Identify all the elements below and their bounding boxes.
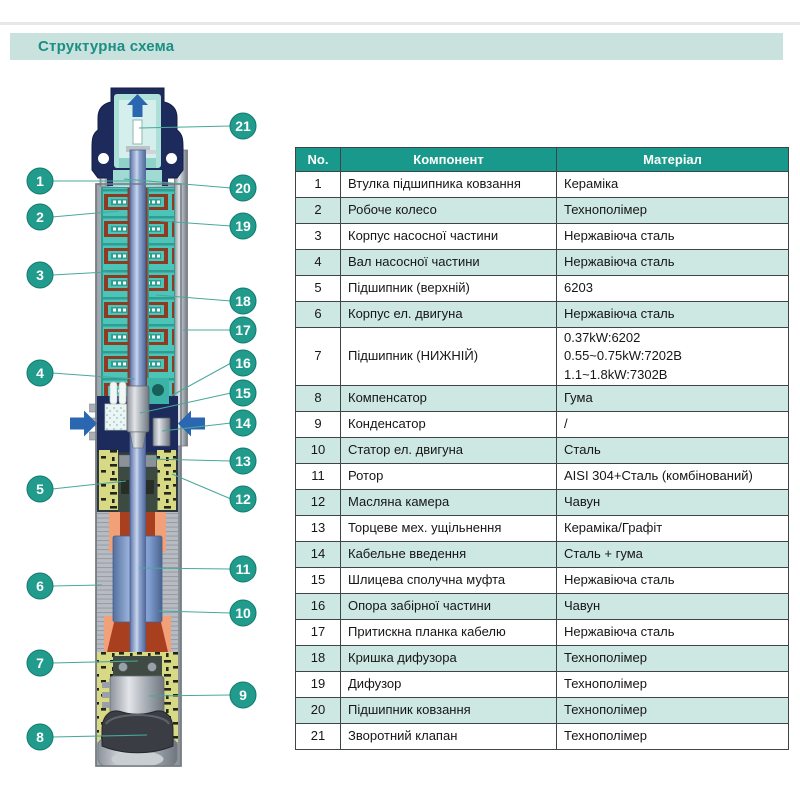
cell-no: 17 <box>296 619 341 645</box>
table-row <box>296 697 789 723</box>
svg-text:20: 20 <box>235 179 251 196</box>
cell-material: Сталь <box>557 437 789 463</box>
cell-material: Сталь + гума <box>557 541 789 567</box>
cell-no: 9 <box>296 411 341 437</box>
header-component: Компонент <box>341 148 557 172</box>
svg-text:18: 18 <box>235 292 251 309</box>
cell-no: 6 <box>296 302 341 328</box>
cell-no: 2 <box>296 198 341 224</box>
cell-component: Притискна планка кабелю <box>341 619 557 645</box>
table-row <box>296 276 789 302</box>
cell-no: 14 <box>296 541 341 567</box>
cell-material: Нержавіюча сталь <box>557 302 789 328</box>
oil-chamber-upper-left <box>99 450 118 510</box>
rope-hole-left <box>98 153 109 164</box>
callout-2 <box>27 204 53 230</box>
svg-text:12: 12 <box>235 490 251 507</box>
table-header-row <box>296 148 789 172</box>
splined-coupling <box>127 386 149 432</box>
svg-text:11: 11 <box>235 560 251 577</box>
bearing-tube-2 <box>119 382 126 404</box>
callout-21 <box>230 113 256 139</box>
cell-material: Кераміка <box>557 172 789 198</box>
svg-text:13: 13 <box>235 452 251 469</box>
cell-no: 15 <box>296 567 341 593</box>
table-row <box>296 411 789 437</box>
cell-component: Шлицева сполучна муфта <box>341 567 557 593</box>
table-row <box>296 302 789 328</box>
cell-no: 18 <box>296 645 341 671</box>
intake-filter <box>105 404 127 430</box>
svg-text:10: 10 <box>235 604 251 621</box>
cell-no: 12 <box>296 489 341 515</box>
cell-no: 1 <box>296 172 341 198</box>
cell-material: Кераміка/Графіт <box>557 515 789 541</box>
cell-component: Втулка підшипника ковзання <box>341 172 557 198</box>
cell-component: Кришка дифузора <box>341 645 557 671</box>
callout-13 <box>230 448 256 474</box>
cell-material: Технополімер <box>557 723 789 749</box>
impeller-stack-right <box>149 188 174 398</box>
cell-component: Корпус ел. двигуна <box>341 302 557 328</box>
cell-component: Масляна камера <box>341 489 557 515</box>
cell-component: Статор ел. двигуна <box>341 437 557 463</box>
table-row <box>296 671 789 697</box>
page-title-bar <box>10 33 783 60</box>
callout-15 <box>230 380 256 406</box>
seal-spring-left <box>121 480 129 494</box>
table-row <box>296 567 789 593</box>
svg-text:15: 15 <box>235 384 251 401</box>
cell-component: Конденсатор <box>341 411 557 437</box>
table-row <box>296 250 789 276</box>
header-material: Матеріал <box>557 148 789 172</box>
cell-component: Зворотний клапан <box>341 723 557 749</box>
compensator <box>102 711 173 753</box>
cell-component: Робоче колесо <box>341 198 557 224</box>
svg-text:14: 14 <box>235 414 251 431</box>
cell-no: 11 <box>296 463 341 489</box>
seal-spring-right <box>146 480 154 494</box>
components-table-wrap <box>295 147 788 750</box>
cell-component: Ротор <box>341 463 557 489</box>
components-table <box>295 147 789 750</box>
page-title: Структурна схема <box>38 38 175 55</box>
callout-10 <box>230 600 256 626</box>
cell-no: 20 <box>296 697 341 723</box>
svg-text:21: 21 <box>235 117 251 134</box>
mech-seal-left <box>119 455 131 467</box>
bottom-cap-shine <box>112 751 164 767</box>
cell-component: Кабельне введення <box>341 541 557 567</box>
table-row <box>296 489 789 515</box>
callout-4 <box>27 360 53 386</box>
callout-16 <box>230 350 256 376</box>
cell-component: Корпус насосної частини <box>341 224 557 250</box>
cell-no: 3 <box>296 224 341 250</box>
svg-text:6: 6 <box>36 577 44 594</box>
cell-material: Нержавіюча сталь <box>557 619 789 645</box>
cell-component: Торцеве мех. ущільнення <box>341 515 557 541</box>
svg-text:19: 19 <box>235 217 251 234</box>
cell-no: 8 <box>296 385 341 411</box>
cell-no: 7 <box>296 328 341 386</box>
bearing-ball-left <box>119 663 128 672</box>
table-row <box>296 593 789 619</box>
cell-material: Технополімер <box>557 697 789 723</box>
table-body <box>296 172 789 750</box>
impeller-stack-left <box>103 188 128 398</box>
cell-material: Чавун <box>557 489 789 515</box>
callout-6 <box>27 573 53 599</box>
cell-material: Технополімер <box>557 671 789 697</box>
table-row <box>296 328 789 386</box>
cell-component: Компенсатор <box>341 385 557 411</box>
cell-material: Технополімер <box>557 645 789 671</box>
callout-11 <box>230 556 256 582</box>
cell-material: / <box>557 411 789 437</box>
cell-no: 4 <box>296 250 341 276</box>
table-row <box>296 224 789 250</box>
cell-component: Підшипник ковзання <box>341 697 557 723</box>
suction-hole <box>152 384 164 396</box>
cell-no: 5 <box>296 276 341 302</box>
header-no: No. <box>296 148 341 172</box>
svg-text:8: 8 <box>36 728 44 745</box>
svg-text:3: 3 <box>36 266 44 283</box>
table-row <box>296 541 789 567</box>
callout-12 <box>230 486 256 512</box>
table-row <box>296 619 789 645</box>
callout-7 <box>27 650 53 676</box>
cell-component: Вал насосної частини <box>341 250 557 276</box>
table-row <box>296 463 789 489</box>
svg-text:16: 16 <box>235 354 251 371</box>
cable-entry <box>153 418 170 446</box>
callout-3 <box>27 262 53 288</box>
cell-material: Чавун <box>557 593 789 619</box>
cell-material: Технополімер <box>557 198 789 224</box>
table-row <box>296 437 789 463</box>
table-row <box>296 198 789 224</box>
svg-text:7: 7 <box>36 654 44 671</box>
svg-text:17: 17 <box>235 321 251 338</box>
cell-component: Підшипник (НИЖНІЙ) <box>341 328 557 386</box>
page-top-shadow <box>0 22 800 25</box>
svg-text:4: 4 <box>36 364 44 381</box>
svg-text:2: 2 <box>36 208 44 225</box>
callout-8 <box>27 724 53 750</box>
table-row <box>296 172 789 198</box>
cell-no: 10 <box>296 437 341 463</box>
svg-text:1: 1 <box>36 172 44 189</box>
svg-text:9: 9 <box>239 686 247 703</box>
bearing-ball-right <box>148 663 157 672</box>
cell-no: 13 <box>296 515 341 541</box>
cell-material: Нержавіюча сталь <box>557 567 789 593</box>
cell-no: 16 <box>296 593 341 619</box>
check-valve <box>133 120 142 144</box>
svg-text:5: 5 <box>36 480 44 497</box>
cell-component: Дифузор <box>341 671 557 697</box>
table-row <box>296 385 789 411</box>
callout-9 <box>230 682 256 708</box>
coupling-taper <box>130 432 146 448</box>
cell-no: 21 <box>296 723 341 749</box>
callout-18 <box>230 288 256 314</box>
capacitor <box>110 676 164 714</box>
cell-no: 19 <box>296 671 341 697</box>
mech-seal-right <box>145 455 157 467</box>
cell-component: Опора забірної частини <box>341 593 557 619</box>
callout-14 <box>230 410 256 436</box>
shaft-sleeve-left <box>128 188 130 398</box>
callout-1 <box>27 168 53 194</box>
pump-diagram <box>0 62 295 800</box>
cell-component: Підшипник (верхній) <box>341 276 557 302</box>
bearing-tube-1 <box>110 382 117 404</box>
callout-17 <box>230 317 256 343</box>
callout-19 <box>230 213 256 239</box>
callout-5 <box>27 476 53 502</box>
cell-material: 0.37kW:6202 0.55~0.75kW:7202B 1.1~1.8kW:7302B <box>557 328 789 386</box>
table-row <box>296 723 789 749</box>
capacitor-nubs <box>102 682 110 708</box>
cell-material: Гума <box>557 385 789 411</box>
rope-hole-right <box>166 153 177 164</box>
table-row <box>296 645 789 671</box>
callout-20 <box>230 175 256 201</box>
cell-material: 6203 <box>557 276 789 302</box>
cell-material: Нержавіюча сталь <box>557 250 789 276</box>
table-row <box>296 515 789 541</box>
cell-material: Нержавіюча сталь <box>557 224 789 250</box>
cell-material: AISI 304+Сталь (комбінований) <box>557 463 789 489</box>
